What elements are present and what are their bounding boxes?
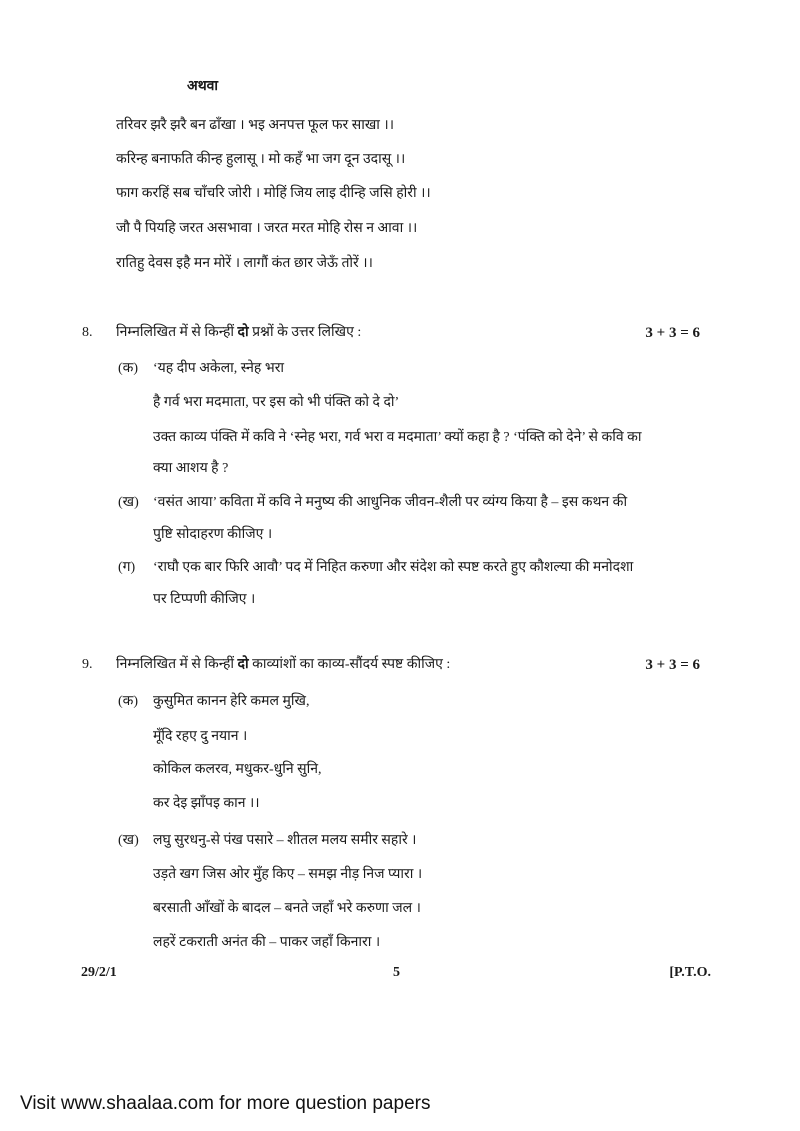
part-line: उड़ते खग जिस ओर मुँह किए – समझ नीड़ निज प्यारा । (153, 867, 423, 882)
part-line: ‘वसंत आया’ कविता में कवि ने मनुष्य की आधुनिक जीवन-शैली पर व्यंग्य किया है – इस कथन की (153, 495, 628, 510)
page-number: 5 (393, 965, 400, 980)
part-line: कोकिल कलरव, मधुकर-धुनि सुनि, (153, 762, 322, 777)
question-text: काव्यांशों का काव्य-सौंदर्य स्पष्ट कीजिए : (248, 657, 451, 672)
verse-line: करिन्ह बनाफति कीन्ह हुलासू । मो कहँ भा जग दून उदासू ।। (116, 152, 406, 167)
verse-line: तरिवर झरै झरै बन ढाँखा । भइ अनपत्त फूल फर साखा ।। (116, 118, 395, 133)
question-text-bold: दो (237, 657, 249, 672)
part-line: ‘यह दीप अकेला, स्नेह भरा (153, 361, 285, 376)
question-marks: 3 + 3 = 6 (645, 325, 700, 341)
verse-line: फाग करहिं सब चाँचरि जोरी । मोहिं जिय लाइ दीन्हि जसि होरी ।। (116, 186, 431, 201)
paper-code: 29/2/1 (81, 965, 117, 980)
question-text-bold: दो (237, 325, 249, 340)
part-line: कर देइ झाँपइ कान ।। (153, 796, 260, 811)
part-label: (ख) (118, 495, 139, 510)
verse-line: जौ पै पियहि जरत असभावा । जरत मरत मोहि रोस न आवा ।। (116, 221, 418, 236)
part-label: (ख) (118, 833, 139, 848)
pto-label: [P.T.O. (669, 965, 711, 980)
alt-heading: अथवा (187, 79, 219, 94)
question-8-text (116, 324, 361, 342)
question-text: प्रश्नों के उत्तर लिखिए : (248, 325, 362, 340)
part-line: उक्त काव्य पंक्ति में कवि ने ‘स्नेह भरा, गर्व भरा व मदमाता’ क्यों कहा है ? ‘पंक्ति को देने’ से कवि का (153, 430, 642, 445)
part-line: लहरें टकराती अनंत की – पाकर जहाँ किनारा । (153, 935, 381, 950)
part-line: पुष्टि सोदाहरण कीजिए । (153, 527, 273, 542)
verse-line: रातिहु देवस इहै मन मोरें । लागौं कंत छार जेऊँ तोरें ।। (116, 256, 373, 271)
question-number: 9. (82, 657, 93, 672)
question-9-text (116, 656, 450, 674)
part-line: ‘राघौ एक बार फिरि आवौ’ पद में निहित करुणा और संदेश को स्पष्ट करते हुए कौशल्या की मनोदशा (153, 560, 634, 575)
question-text: निम्नलिखित में से किन्हीं (116, 325, 238, 340)
question-number: 8. (82, 325, 93, 340)
visit-link-text[interactable]: Visit www.shaalaa.com for more question papers (20, 1093, 431, 1114)
part-label: (ग) (118, 560, 136, 575)
question-text: निम्नलिखित में से किन्हीं (116, 657, 238, 672)
part-label: (क) (118, 694, 139, 709)
question-marks: 3 + 3 = 6 (645, 657, 700, 673)
part-label: (क) (118, 361, 139, 376)
part-line: बरसाती आँखों के बादल – बनते जहाँ भरे करुणा जल । (153, 901, 421, 916)
part-line: क्या आशय है ? (153, 461, 229, 476)
part-line: लघु सुरधनु-से पंख पसारे – शीतल मलय समीर सहारे । (153, 833, 417, 848)
part-line: कुसुमित कानन हेरि कमल मुखि, (153, 694, 310, 709)
part-line: है गर्व भरा मदमाता, पर इस को भी पंक्ति को दे दो’ (153, 395, 400, 410)
part-line: मूँदि रहए दु नयान । (153, 729, 248, 744)
part-line: पर टिप्पणी कीजिए । (153, 592, 256, 607)
